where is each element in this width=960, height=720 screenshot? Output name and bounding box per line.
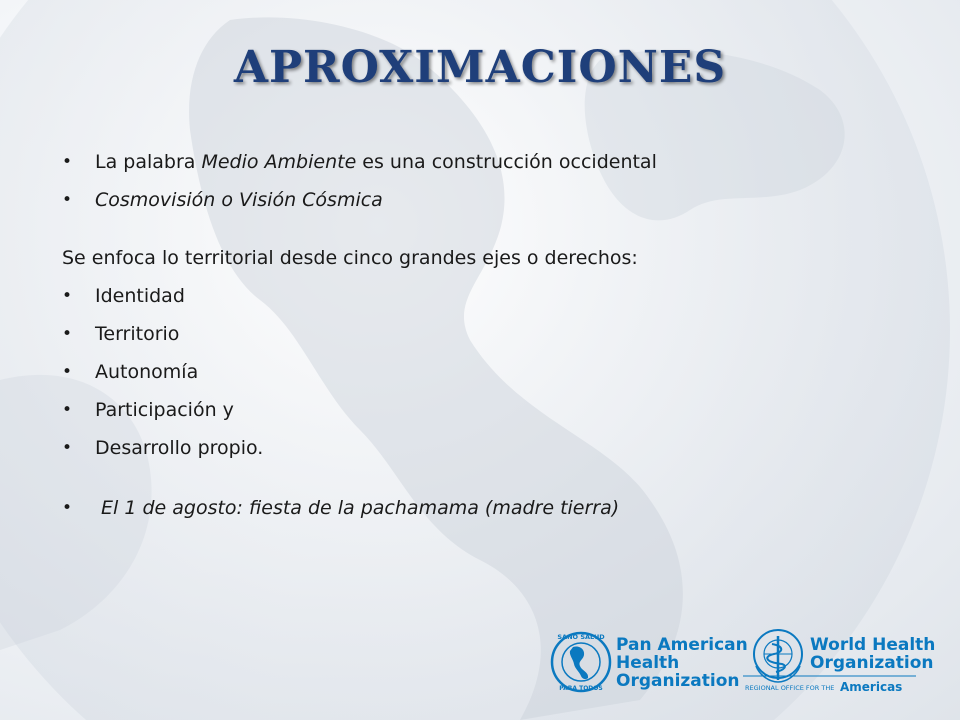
who-emblem-icon xyxy=(754,630,802,682)
eje-label: Desarrollo propio. xyxy=(95,437,264,459)
who-name-line: World Health xyxy=(810,635,936,655)
eje-item xyxy=(62,277,902,315)
eje-label: Autonomía xyxy=(95,361,199,383)
bullet-icon: • xyxy=(62,438,73,458)
who-regional-label: REGIONAL OFFICE FOR THE xyxy=(745,684,835,692)
intro-text: Se enfoca lo territorial desde cinco grandes ejes o derechos: xyxy=(62,247,638,269)
closing-bullet xyxy=(62,489,902,527)
logos-footer xyxy=(548,620,936,700)
eje-label: Identidad xyxy=(95,285,185,307)
paho-ring-bottom: PARA TODOS xyxy=(559,685,603,692)
slide-title: APROXIMACIONES xyxy=(233,42,727,93)
bullet-text-emphasis: Cosmovisión o Visión Cósmica xyxy=(95,189,383,211)
who-name-line: Organization xyxy=(810,653,934,673)
paho-name-line: Health xyxy=(616,653,680,673)
closing-text: El 1 de agosto: fiesta de la pachamama (madre tierra) xyxy=(101,497,620,519)
bullet-icon: • xyxy=(62,152,73,172)
bullet-icon: • xyxy=(62,498,73,518)
bullet-icon: • xyxy=(62,362,73,382)
eje-label: Participación y xyxy=(95,399,234,421)
eje-item xyxy=(62,353,902,391)
paho-name-line: Pan American xyxy=(616,635,748,655)
bullet-item xyxy=(62,143,902,181)
paho-emblem-icon xyxy=(552,633,610,692)
bullet-text-emphasis: Medio Ambiente xyxy=(201,151,357,173)
paho-ring-top: SANO SALUD xyxy=(557,633,605,641)
eje-item xyxy=(62,391,902,429)
bullet-icon: • xyxy=(62,190,73,210)
slide-body xyxy=(62,143,902,527)
bullet-icon: • xyxy=(62,400,73,420)
bullet-icon: • xyxy=(62,324,73,344)
who-americas-label: Americas xyxy=(840,680,903,694)
bullet-icon: • xyxy=(62,286,73,306)
bullet-item xyxy=(62,181,902,219)
eje-item xyxy=(62,429,902,467)
bullet-text-pre: La palabra xyxy=(95,151,202,173)
eje-label: Territorio xyxy=(95,323,180,345)
eje-item xyxy=(62,315,902,353)
bullet-text-post: es una construcción occidental xyxy=(356,151,657,173)
paho-name-line: Organization xyxy=(616,671,740,691)
